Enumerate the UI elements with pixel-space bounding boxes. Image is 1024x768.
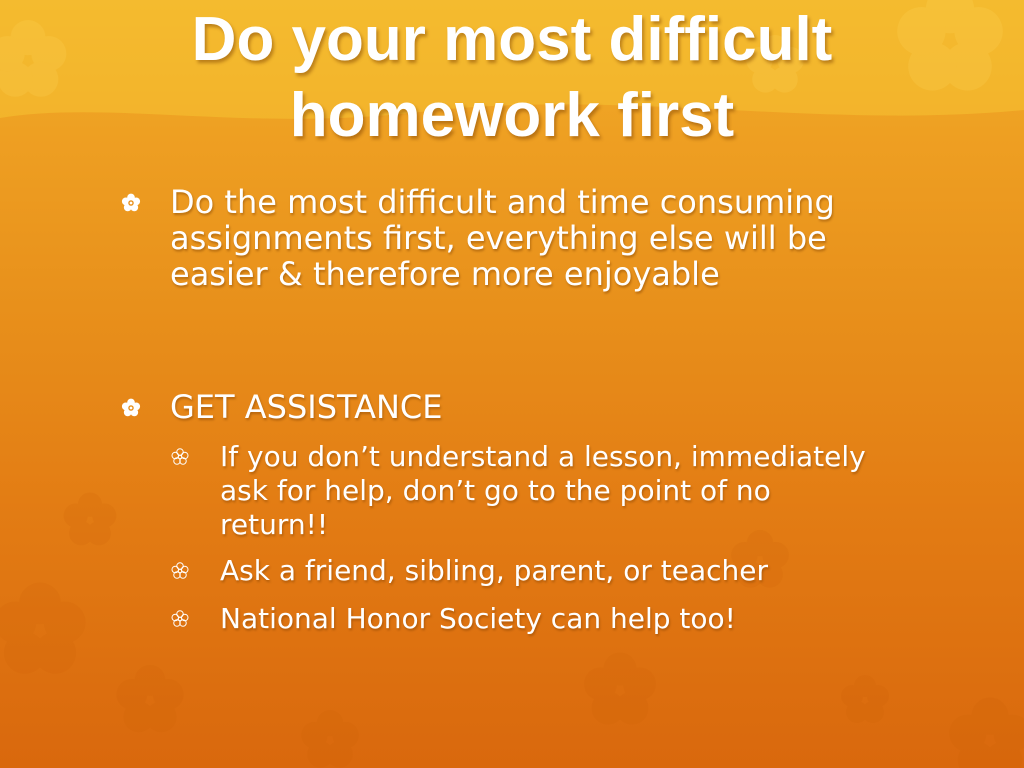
bullet-text: Do the most difficult and time consuming assignments first, everything else will be easier & therefore more enjoyable xyxy=(170,183,835,293)
flower-icon xyxy=(120,192,142,214)
slide-title: Do your most difficult homework first xyxy=(191,5,833,150)
sub-bullet-text: Ask a friend, sibling, parent, or teacher xyxy=(220,554,768,587)
flower-outline-icon xyxy=(170,561,190,581)
flower-outline-icon xyxy=(170,609,190,629)
flower-outline-icon xyxy=(170,447,190,467)
sub-bullet-text: National Honor Society can help too! xyxy=(220,602,736,635)
bullet-text: GET ASSISTANCE xyxy=(170,388,443,426)
flower-icon xyxy=(120,397,142,419)
sub-bullet-text: If you don’t understand a lesson, immediately ask for help, don’t go to the point of no return!! xyxy=(220,440,866,541)
